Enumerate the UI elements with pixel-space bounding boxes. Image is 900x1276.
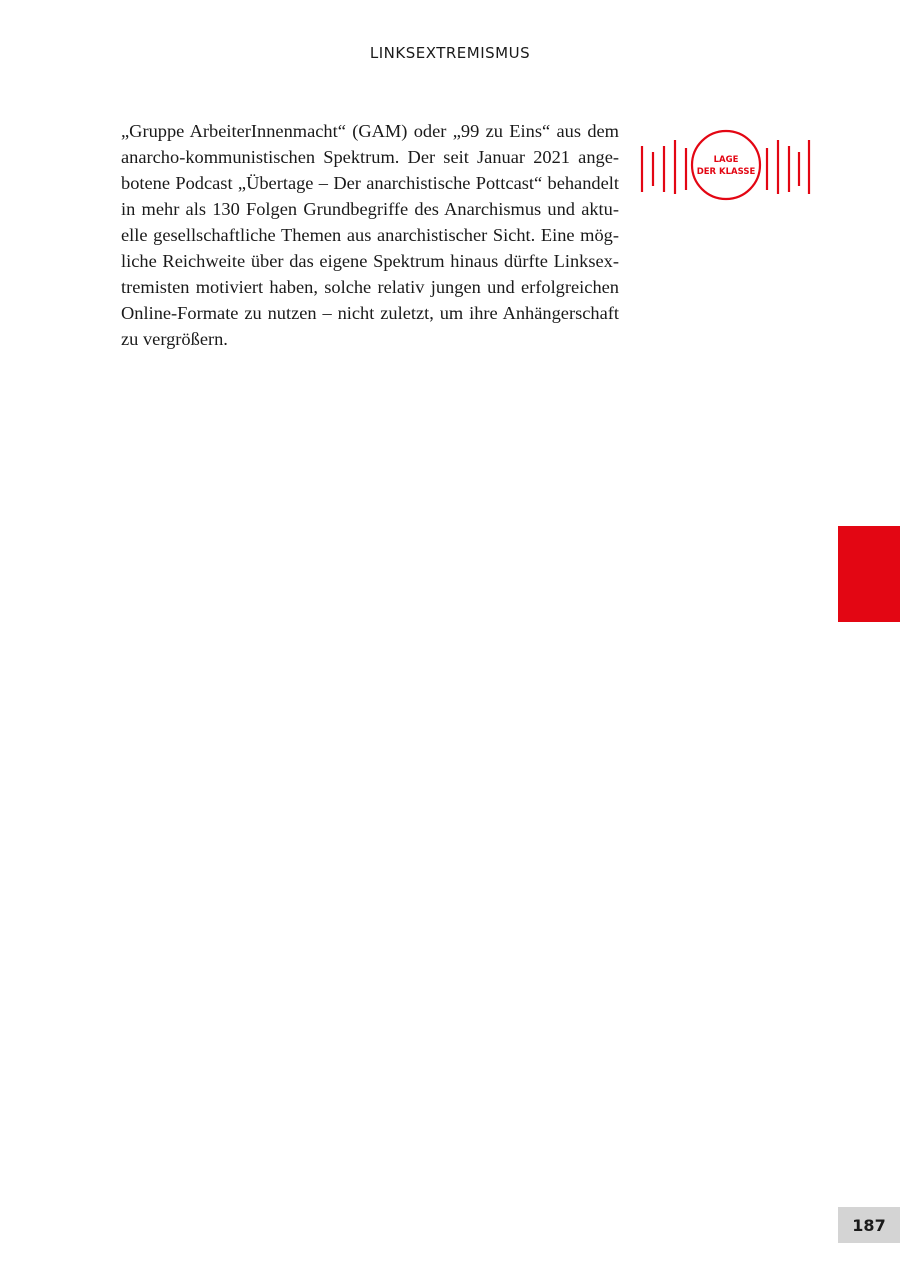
page-number-box [838, 1207, 900, 1243]
running-header: LINKSEXTREMISMUS [369, 44, 531, 62]
body-paragraph: „Gruppe ArbeiterInnenmacht“ (GAM) oder „99 zu Eins“ aus dem anarcho-kommunistischen Spektrum. Der seit Januar 2021 angebotene Podcast „Übertage – Der anarchistische Pottcast“ behandelt in mehr als 130 Folgen Grundbegriffe des Anarchismus und aktuelle gesellschaftliche Themen aus anarchistischer Sicht. Eine mögliche Reichweite über das eigene Spektrum hinaus dürfte Linksextremisten motiviert haben, solche relativ jungen und erfolgreichen Online-Formate zu nutzen – nicht zuletzt, um ihre Anhängerschaft zu vergrößern. [121, 121, 619, 349]
page-number: 187 [852, 1215, 886, 1235]
lage-der-klasse-logo [636, 122, 816, 216]
logo-text-line1: LAGE [713, 155, 739, 165]
logo-text-line2: DER KLASSE [696, 167, 756, 177]
chapter-color-tab [838, 526, 900, 622]
